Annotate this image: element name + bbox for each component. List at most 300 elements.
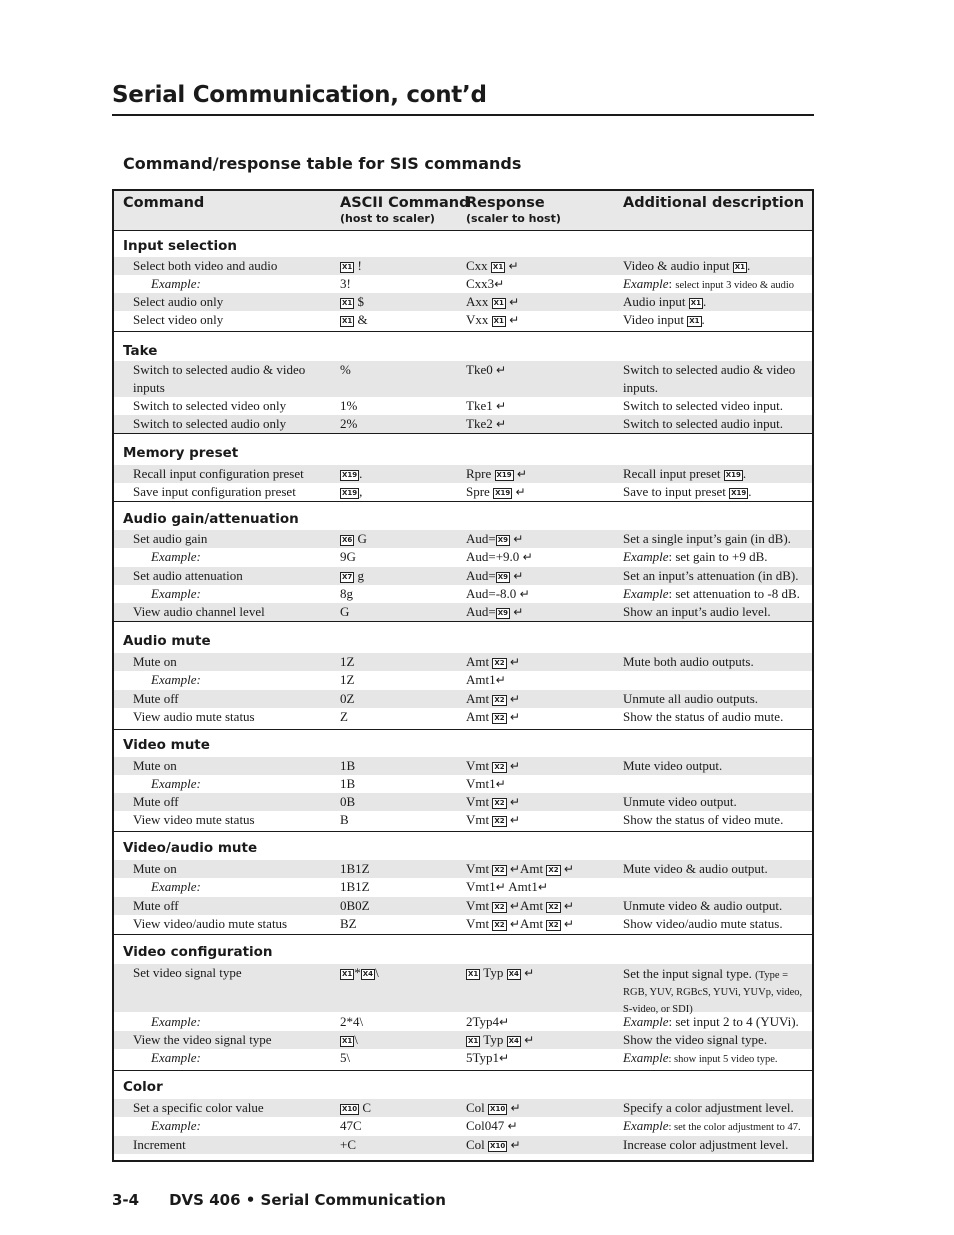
table-cell: 1B: [340, 758, 356, 773]
table-cell: Spre: [466, 484, 490, 499]
table-cell: Example: [623, 549, 669, 564]
return-arrow-icon: ↵: [499, 1015, 510, 1029]
table-cell: Mute both audio outputs.: [623, 654, 754, 669]
section-title: Take: [123, 343, 158, 359]
section-title: Audio gain/attenuation: [123, 511, 299, 527]
table-cell: Example: [151, 776, 197, 791]
table-cell: [466, 708, 520, 726]
header-ascii-sub: (host to scaler): [340, 212, 435, 225]
table-cell: Switch to selected audio input.: [623, 416, 783, 431]
variable-badge: X2: [494, 799, 505, 807]
header-description: Additional description: [623, 195, 805, 211]
return-arrow-icon: ↵: [563, 917, 574, 931]
table-cell: [466, 275, 504, 293]
return-arrow-icon: ↵: [509, 795, 520, 809]
table-cell: Audio input: [623, 294, 686, 309]
table-cell: Example: [151, 1050, 197, 1065]
table-cell: Specify a color adjustment level.: [623, 1100, 794, 1115]
table-row: [114, 603, 812, 621]
variable-badge: X4: [362, 970, 374, 978]
table-cell: Set audio attenuation: [133, 568, 243, 583]
return-arrow-icon: ↵: [509, 759, 520, 773]
table-row: [114, 878, 812, 896]
return-arrow-icon: ↵: [509, 313, 520, 327]
variable-badge: X1: [468, 970, 479, 978]
table-cell: : set the color adjustment to 47.: [668, 1122, 801, 1133]
table-cell: Video input: [623, 312, 684, 327]
table-cell: 1%: [340, 398, 358, 413]
table-cell: Cxx: [466, 258, 488, 273]
table-cell: \: [375, 965, 379, 980]
table-subtitle: Command/response table for SIS commands: [123, 154, 522, 173]
table-cell: [466, 465, 527, 483]
table-cell: Aud=: [466, 531, 496, 546]
section-title: Video mute: [123, 737, 210, 753]
table-cell: 2*4\: [340, 1014, 364, 1029]
table-cell: View video mute status: [133, 812, 255, 827]
page-number: 3-4: [112, 1191, 140, 1209]
return-arrow-icon: ↵: [537, 880, 548, 894]
table-cell: [466, 964, 534, 982]
table-cell: Amt: [466, 654, 490, 669]
return-arrow-icon: ↵: [515, 485, 526, 499]
table-cell: Amt: [519, 861, 544, 876]
table-row: [114, 964, 812, 1015]
table-row: [114, 757, 812, 775]
table-row: [114, 311, 812, 329]
return-arrow-icon: ↵: [563, 899, 574, 913]
table-cell: 0Z: [340, 691, 355, 706]
table-row: [114, 1049, 812, 1067]
return-arrow-icon: ↵: [509, 692, 520, 706]
variable-badge: X4: [508, 970, 519, 978]
table-cell: B: [340, 812, 349, 827]
table-cell: 1B: [340, 776, 356, 791]
table-cell: [623, 1049, 778, 1069]
return-arrow-icon: ↵: [509, 655, 520, 669]
section-title: Video/audio mute: [123, 840, 258, 856]
table-row: [114, 548, 812, 566]
section-video-audio-mute: [114, 831, 812, 931]
table-cell: Vmt: [466, 898, 490, 913]
table-cell: [466, 1117, 518, 1135]
table-cell: X1 * X4 \: [342, 965, 379, 980]
table-cell: Example: [151, 1118, 197, 1133]
table-cell: 2Typ4: [466, 1014, 500, 1029]
variable-badge: X9: [497, 609, 509, 617]
table-cell: : show input 5 video type.: [668, 1054, 778, 1065]
return-arrow-icon: ↵: [495, 399, 507, 413]
table-cell: Example: [623, 1118, 669, 1133]
footer-section-title: DVS 406 • Serial Communication: [169, 1191, 446, 1209]
table-cell: [466, 1049, 509, 1067]
table-cell: [340, 257, 362, 275]
return-arrow-icon: ↵: [495, 777, 506, 791]
variable-badge: X1: [734, 263, 745, 271]
table-cell: Video & audio input X1 .: [623, 258, 751, 273]
table-cell: Example: [623, 1014, 669, 1029]
table-cell: Set a single input’s gain (in dB).: [623, 531, 791, 546]
return-arrow-icon: ↵: [509, 813, 520, 827]
return-arrow-icon: ↵: [524, 966, 535, 980]
table-cell: Vmt: [466, 916, 490, 931]
table-cell: Col: [466, 1137, 485, 1152]
variable-badge: X4: [508, 1037, 519, 1045]
table-cell: [466, 811, 520, 829]
table-cell: Example: [151, 1014, 197, 1029]
return-arrow-icon: ↵: [516, 467, 527, 481]
table-row: [114, 1031, 812, 1049]
variable-badge: X1: [493, 299, 504, 307]
title-rule: [112, 114, 814, 116]
variable-badge: X1: [690, 299, 702, 307]
table-cell: [466, 757, 520, 775]
table-cell: Typ: [483, 1032, 504, 1047]
table-cell: Col: [466, 1100, 485, 1115]
table-cell: G: [340, 604, 350, 619]
table-cell: Save to input preset: [623, 484, 726, 499]
variable-badge: X2: [494, 903, 505, 911]
table-cell: Example:: [151, 1014, 201, 1029]
table-cell: Example: [151, 879, 197, 894]
table-cell: 0B: [340, 794, 356, 809]
table-cell: 9G: [340, 549, 356, 564]
table-cell: 1Z: [340, 654, 355, 669]
table-cell: [340, 465, 362, 483]
table-cell: C: [362, 1100, 372, 1115]
variable-badge: X9: [497, 573, 509, 581]
variable-badge: X9: [497, 536, 509, 544]
table-cell: Aud=: [466, 604, 496, 619]
variable-badge: X2: [494, 714, 505, 722]
table-cell: Vmt: [466, 758, 490, 773]
table-cell: Amt: [466, 691, 490, 706]
page-title: Serial Communication, cont’d: [112, 82, 487, 108]
header-response-sub: (scaler to host): [466, 212, 561, 225]
table-cell: [466, 793, 520, 811]
table-cell: 47C: [340, 1118, 362, 1133]
return-arrow-icon: ↵: [519, 587, 530, 601]
table-cell: Typ: [483, 965, 504, 980]
variable-badge: X19: [495, 489, 511, 497]
table-row: [114, 415, 812, 433]
table-cell: Aud=: [466, 568, 496, 583]
table-cell: Example:: [151, 549, 201, 564]
variable-badge: X19: [731, 489, 747, 497]
table-cell: View audio mute status: [133, 709, 255, 724]
return-arrow-icon: ↵: [509, 295, 520, 309]
table-cell: Amt: [466, 709, 490, 724]
table-cell: Tke1: [466, 398, 493, 413]
table-row: [114, 708, 812, 726]
variable-badge: X1: [493, 317, 504, 325]
table-cell: [466, 1136, 521, 1154]
table-cell: [466, 603, 523, 621]
table-cell: Unmute all audio outputs.: [623, 691, 759, 706]
section-memory-preset: [114, 433, 812, 499]
table-cell: Vmt1: [466, 776, 496, 791]
table-cell: Show an input’s audio level.: [623, 604, 771, 619]
table-row: [114, 465, 812, 483]
table-cell: Show video/audio mute status.: [623, 916, 783, 931]
table-cell: Mute off: [133, 898, 179, 913]
table-cell: Switch to selected video input.: [623, 398, 783, 413]
table-cell: Switch to selected audio & video inputs: [133, 362, 306, 395]
table-cell: Tke0: [466, 362, 493, 377]
table-cell: Mute on: [133, 758, 177, 773]
return-arrow-icon: ↵: [494, 277, 505, 291]
table-cell: [466, 1099, 521, 1117]
table-row: [114, 860, 812, 878]
header-command: Command: [123, 195, 205, 211]
table-cell: Recall input configuration preset: [133, 466, 304, 481]
variable-badge: X2: [548, 866, 559, 874]
variable-badge: X2: [494, 696, 505, 704]
table-cell: BZ: [340, 916, 357, 931]
table-cell: [466, 653, 520, 671]
table-cell: Recall input preset: [623, 466, 721, 481]
table-row: [114, 653, 812, 671]
table-cell: 5Typ1: [466, 1050, 500, 1065]
variable-badge: X2: [548, 903, 559, 911]
table-cell: [466, 257, 519, 275]
table-cell: \: [354, 1032, 358, 1047]
variable-badge: X2: [494, 763, 505, 771]
table-row: [114, 775, 812, 793]
return-arrow-icon: ↵: [563, 862, 574, 876]
table-cell: [623, 585, 800, 603]
table-row: [114, 567, 812, 585]
table-cell: Example: [623, 276, 669, 291]
table-row: [114, 483, 812, 501]
table-cell: Unmute video output.: [623, 794, 737, 809]
table-cell: &: [357, 312, 368, 327]
table-cell: [466, 585, 530, 603]
table-cell: Example: [151, 549, 197, 564]
return-arrow-icon: ↵: [513, 569, 524, 583]
variable-badge: X10: [342, 1105, 358, 1113]
variable-badge: X10: [490, 1105, 506, 1113]
table-cell: Mute on: [133, 654, 177, 669]
table-cell: Mute off: [133, 691, 179, 706]
return-arrow-icon: ↵: [509, 899, 520, 913]
table-cell: [466, 1031, 534, 1049]
table-cell: : set input 2 to 4 (YUVi).: [668, 1014, 799, 1029]
table-cell: Example: [623, 586, 669, 601]
return-arrow-icon: ↵: [510, 1101, 521, 1115]
variable-badge: X1: [492, 263, 504, 271]
table-cell: $: [357, 294, 365, 309]
table-cell: [466, 860, 574, 878]
table-cell: Vmt: [466, 794, 490, 809]
table-cell: Mute video & audio output.: [623, 861, 768, 876]
table-cell: 1B1Z: [340, 879, 370, 894]
table-row: [114, 530, 812, 548]
table-cell: [466, 775, 506, 793]
variable-badge: X1: [342, 1037, 353, 1045]
table-cell: : set attenuation to -8 dB.: [668, 586, 800, 601]
table-cell: [466, 878, 548, 896]
table-cell: .: [359, 466, 363, 481]
table-cell: Vmt: [466, 812, 490, 827]
table-cell: !: [357, 258, 362, 273]
table-cell: Amt1: [466, 672, 496, 687]
table-cell: G: [357, 531, 367, 546]
table-cell: [466, 1013, 509, 1031]
table-cell: Increase color adjustment level.: [623, 1137, 789, 1152]
table-row: [114, 585, 812, 603]
table-cell: ,: [359, 484, 363, 499]
table-cell: Switch to selected audio & video inputs.: [623, 362, 796, 395]
table-cell: Rpre: [466, 466, 492, 481]
section-color: [114, 1070, 812, 1152]
table-cell: %: [340, 362, 351, 377]
table-cell: Vxx: [466, 312, 489, 327]
table-cell: Increment: [133, 1137, 186, 1152]
return-arrow-icon: ↵: [507, 1119, 518, 1133]
table-row: [114, 1099, 812, 1117]
table-cell: Example: [151, 672, 197, 687]
section-title: Memory preset: [123, 445, 239, 461]
table-cell: Set an input’s attenuation (in dB).: [623, 568, 799, 583]
section-title: Input selection: [123, 238, 238, 254]
table-cell: Example:: [151, 586, 201, 601]
table-cell: Show the video signal type.: [623, 1032, 768, 1047]
variable-badge: X1: [468, 1037, 479, 1045]
table-row: [114, 690, 812, 708]
table-cell: [466, 415, 506, 433]
table-cell: [340, 293, 364, 311]
variable-badge: X19: [725, 471, 741, 479]
table-cell: [340, 483, 362, 501]
table-cell: [623, 1013, 799, 1031]
table-cell: Vmt: [466, 861, 490, 876]
table-cell: Axx: [466, 294, 489, 309]
variable-badge: X2: [494, 866, 505, 874]
table-cell: [623, 548, 768, 566]
variable-badge: X2: [548, 921, 559, 929]
variable-badge: X7: [342, 573, 353, 581]
table-row: [114, 1136, 812, 1154]
table-row: [114, 293, 812, 311]
table-cell: [340, 567, 364, 585]
variable-badge: X2: [494, 921, 505, 929]
table-cell: 8g: [340, 586, 353, 601]
return-arrow-icon: ↵: [508, 259, 519, 273]
table-row: [114, 811, 812, 829]
return-arrow-icon: ↵: [509, 710, 520, 724]
table-row: [114, 915, 812, 933]
table-cell: [466, 567, 523, 585]
table-row: [114, 897, 812, 915]
return-arrow-icon: ↵: [509, 917, 520, 931]
return-arrow-icon: ↵: [510, 1138, 521, 1152]
table-cell: Mute off: [133, 794, 179, 809]
table-cell: [466, 311, 519, 329]
return-arrow-icon: ↵: [495, 363, 507, 377]
table-cell: Amt1: [508, 879, 538, 894]
section-video-config: [114, 934, 812, 1065]
table-cell: Example:: [151, 879, 201, 894]
table-cell: [623, 1117, 801, 1137]
return-arrow-icon: ↵: [513, 605, 524, 619]
table-cell: Example:: [151, 276, 201, 291]
table-cell: Z: [340, 709, 348, 724]
return-arrow-icon: ↵: [495, 417, 507, 431]
table-cell: : set gain to +9 dB.: [668, 549, 768, 564]
table-cell: Cxx3: [466, 276, 495, 291]
section-audio-gain: [114, 501, 812, 619]
table-cell: Video input X1 .: [623, 312, 705, 327]
variable-badge: X6: [342, 536, 353, 544]
table-cell: g: [357, 568, 365, 583]
table-cell: Aud=-8.0: [466, 586, 517, 601]
table-cell: 1B1Z: [340, 861, 370, 876]
section-audio-mute: [114, 621, 812, 724]
table-cell: [340, 1099, 371, 1117]
table-cell: [466, 483, 526, 501]
table-cell: [623, 966, 811, 1017]
variable-badge: X10: [490, 1142, 506, 1150]
section-title: Video configuration: [123, 944, 273, 960]
section-video-mute: [114, 729, 812, 827]
table-cell: Save input configuration preset: [133, 484, 296, 499]
table-cell: Aud=+9.0: [466, 549, 520, 564]
variable-badge: X1: [342, 317, 353, 325]
variable-badge: X1: [342, 263, 353, 271]
table-cell: Set audio gain: [133, 531, 208, 546]
table-cell: Example: [151, 276, 197, 291]
section-title: Audio mute: [123, 633, 211, 649]
table-cell: Unmute video & audio output.: [623, 898, 783, 913]
table-cell: Example: [623, 1050, 669, 1065]
table-cell: View the video signal type: [133, 1032, 272, 1047]
table-cell: [466, 915, 574, 933]
table-cell: Example:: [151, 776, 201, 791]
return-arrow-icon: ↵: [499, 1051, 510, 1065]
table-cell: [466, 897, 574, 915]
return-arrow-icon: ↵: [522, 550, 533, 564]
table-cell: 5\: [340, 1050, 351, 1065]
return-arrow-icon: ↵: [524, 1033, 535, 1047]
table-cell: Amt: [519, 898, 544, 913]
table-cell: Recall input preset X19 .: [623, 466, 747, 481]
variable-badge: X1: [342, 299, 353, 307]
variable-badge: X2: [494, 659, 505, 667]
table-cell: Switch to selected video only: [133, 398, 287, 413]
table-cell: Mute video output.: [623, 758, 723, 773]
table-cell: Set the input signal type.: [623, 966, 752, 981]
table-row: [114, 1013, 812, 1031]
table-row: [114, 361, 812, 397]
table-cell: 1Z: [340, 672, 355, 687]
table-cell: [466, 293, 519, 311]
table-cell: Set video signal type: [133, 965, 242, 980]
table-cell: Example: select input 3 video & audio: [623, 276, 795, 291]
section-take: [114, 331, 812, 431]
table-cell: Example:: [151, 1118, 201, 1133]
variable-badge: X1: [342, 970, 353, 978]
header-ascii: ASCII Command: [340, 195, 470, 211]
table-cell: [466, 671, 506, 689]
table-cell: Set a specific color value: [133, 1100, 264, 1115]
table-row: [114, 671, 812, 689]
table-cell: Switch to selected audio only: [133, 416, 287, 431]
table-cell: +C: [340, 1137, 357, 1152]
variable-badge: X19: [342, 489, 358, 497]
table-row: [114, 275, 812, 293]
table-row: [114, 793, 812, 811]
